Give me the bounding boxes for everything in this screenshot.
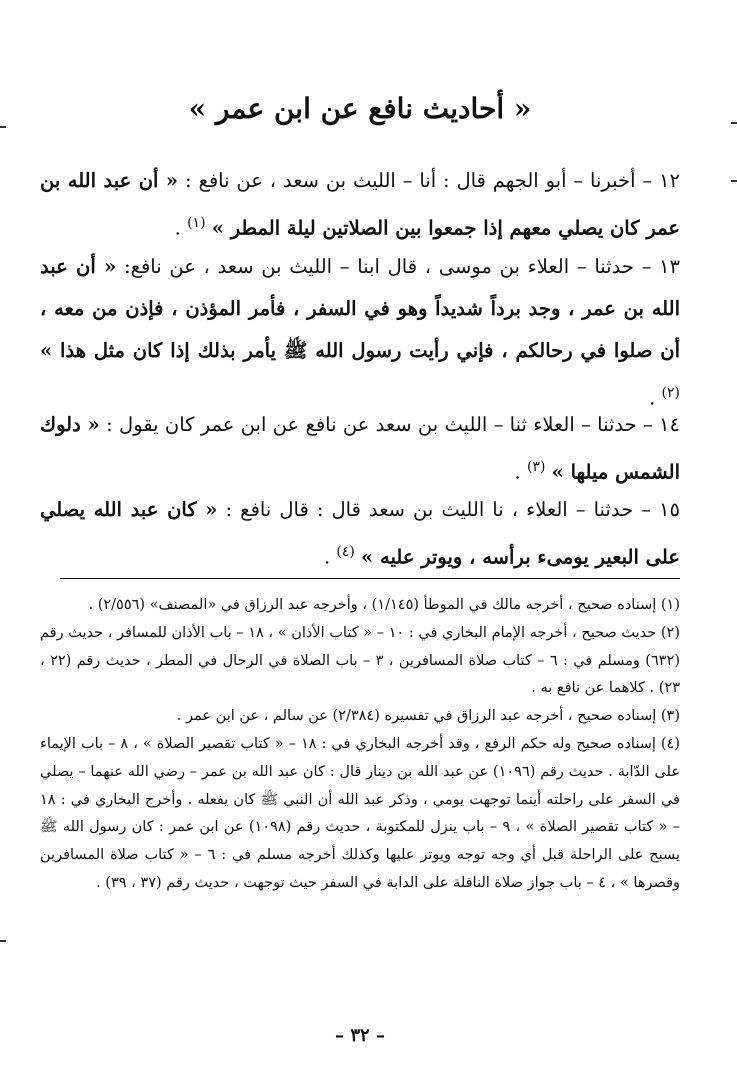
scan-mark (731, 122, 737, 124)
scan-mark (0, 126, 6, 128)
footnote-divider (60, 578, 680, 579)
hadith-isnad: ١٣ – حدثنا – العلاء بن موسى ، قال ابنا – الليث بن سعد ، عن نافع: (116, 255, 680, 278)
hadith-end: . (323, 545, 337, 569)
footnote-ref: (٤) (336, 544, 355, 560)
scan-mark (731, 180, 737, 182)
hadith-14 (40, 404, 680, 494)
hadith-end: . (174, 216, 188, 240)
footnote-ref: (١) (187, 215, 206, 231)
footnote-3: (٣) إسناده صحيح ، أخرجه عبد الرزاق في تفسيره (٢/٣٨٤) عن سالم ، عن ابن عمر . (176, 708, 680, 725)
hadith-matn: « أن عبد الله بن عمر ، وجد برداً شديداً وهو في السفر ، فأمر المؤذن ، فإذن من معه ، أن صلوا في رحالكم ، فإني رأيت رسول الله ﷺ يأمر بذلك إذا كان مثل هذا » (40, 255, 680, 362)
hadith-end: . (514, 460, 527, 484)
footnote-ref: (٢) (661, 385, 680, 401)
page-title: « أحاديث نافع عن ابن عمر » (188, 92, 532, 125)
hadith-12 (40, 160, 680, 250)
hadith-end: . (649, 386, 662, 410)
hadith-15 (40, 489, 680, 579)
hadith-13 (40, 246, 680, 420)
scan-mark (0, 940, 6, 942)
hadith-isnad: ١٢ – أخبرنا – أبو الجهم قال : أنا – الليث بن سعد ، عن نافع : (178, 169, 680, 192)
hadith-matn: « كان عبد الله يصلي على البعير يومىء برأسه ، ويوتر عليه » (40, 498, 680, 569)
footnote-1: (١) إسناده صحيح ، أخرجه مالك في الموطأ (١/١٤٥) ، وأخرجه عبد الرزاق في «المصنف» (٢/٥٥٦) . (88, 597, 680, 613)
footnotes (40, 592, 680, 898)
hadith-isnad: ١٤ – حدثنا – العلاء ثنا – الليث بن سعد عن نافع عن ابن عمر كان يقول : (99, 413, 680, 436)
page-number: – ٣٢ – (335, 1025, 385, 1046)
hadith-matn: « دلوك الشمس ميلها » (40, 413, 680, 484)
hadith-matn: « أن عبد الله بن عمر كان يصلي معهم إذا جمعوا بين الصلاتين ليلة المطر » (40, 169, 680, 240)
book-page (40, 0, 680, 1087)
footnote-ref: (٣) (526, 459, 546, 475)
footnote-4: (٤) إسناده صحيح وله حكم الرفع ، وقد أخرجه البخاري في : ١٨ – « كتاب تقصير الصلاة » ، ٨ – باب الإيماء على الدّابة . حديث رقم (١٠٩٦) عن عبد الله بن دينار قال : كان عبد الله بن عمر – رضي الله عنهما – يصلي في السفر على راحلته أينما توجهت يومي ، وذكر عبد الله أن النبي ﷺ كان يفعله . وأخرج البخاري في : ١٨ – « كتاب تقصير الصلاة » ، ٩ – باب ينزل للمكتوبة ، حديث رقم (١٠٩٨) عن ابن عمر : كان رسول الله ﷺ يسبح على الراحلة قبل أي وجه توجه ويوتر عليها وكذلك أخرجه مسلم في : ٦ – « كتاب صلاة المسافرين وقصرها » ، ٤ – باب جواز صلاة النافلة على الدابة في السفر حيث توجهت ، حديث رقم (٣٧ ، ٣٩) . (40, 735, 681, 891)
footnote-2: (٢) حديث صحيح ، أخرجه الإمام البخاري في : ١٠ – « كتاب الأذان » ، ١٨ – باب الأذان للمسافر ، حديث رقم (٦٣٢) ومسلم في : ٦ – كتاب صلاة المسافرين ، ٣ – باب الصلاة في الرحال في المطر ، حديث رقم (٢٢ ، ٢٣) . كلاهما عن نافع به . (40, 624, 681, 697)
hadith-isnad: ١٥ – حدثنا – العلاء ، نا الليث بن سعد قال : قال نافع : (217, 498, 680, 521)
